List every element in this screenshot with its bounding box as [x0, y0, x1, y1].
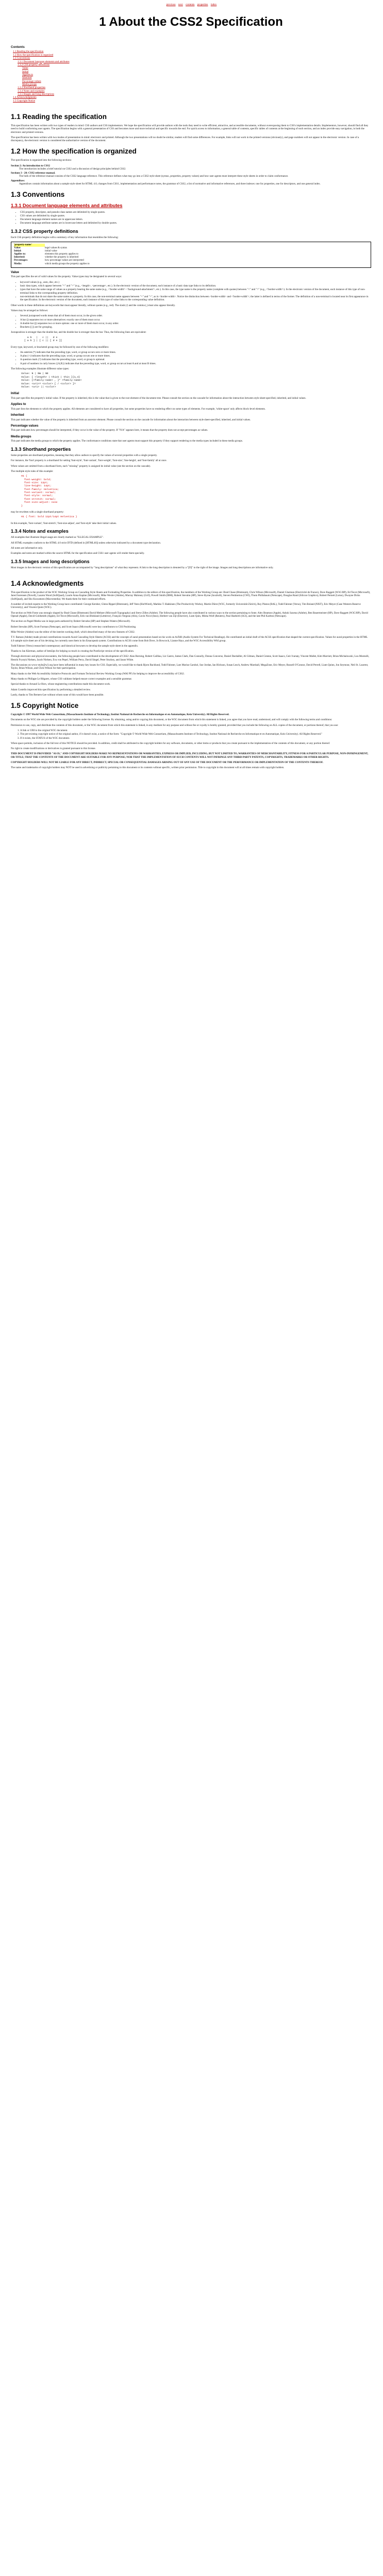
paragraph: Examples and notes are marked within the source HTML for the specification and CSS1 user agents will render them specially. [11, 552, 145, 555]
list-item: • non-terminals that do not share the same name as a property. In this case, the non-terminal name appears between "<" and ">", as in <border-width>. Notice the distinction between <border-width> and <'border-width'>; the latter is defined in terms of the former. The definition of a non-terminal is located near its first appearance in the specification. In the electronic version of the document, each instance of this type of value links to the corresponding value definition. [20, 295, 371, 302]
paragraph: T.V. Raman (Adobe) made pivotal contributions towards Aural Cascading Style Sheets (ACSS) and the concepts of aural presentation based on his work on AsTeR (Audio System For Technical Readings). He contributed an initial draft of the ACSS specification that shaped the current specification. Values for aural properties in the HTML 4.0 sample style sheet are of his devising; he currently uses them in his Emacspeak system. Contributions to ACSS come from Bob Dove, Jo Bowcock, Lianne Hays, and the W3C Accessibility WAI group. [11, 636, 368, 642]
section-description: The bulk of the reference manual consists of the CSS2 language reference. This reference defines what may go into a CSS2 style sheet (syntax, properties, property values) and how user agents must interpret these style sheets in order to claim conformance. [19, 175, 289, 178]
paragraph: Lastly, thanks to Tim Berners-Lee without whom none of this would have been possible. [11, 693, 104, 697]
paragraph: This part lists the elements to which the property applies. All elements are considered to have all properties, but some properties have no rendering effect on some types of elements. For example, 'white-space' only affects block-level elements. [11, 407, 266, 411]
section-1-3-1-link[interactable]: 1.3.1 Document language elements and attributes [11, 203, 123, 209]
property-definition-value: how percentage values are interpreted [45, 259, 84, 262]
section-1-3-4-heading: 1.3.4 Notes and examples [11, 528, 69, 534]
value-heading: Value [11, 270, 19, 274]
paragraph: Todd Fahrner (Verso) researched contemporary and historical browsers to develop the sample style sheet in the appendix. [11, 644, 139, 648]
paragraph: Juxtaposition is stronger than the double bar, and the double bar is stronger than the bar. Thus, the following lines are equivalent: [11, 331, 146, 334]
conventions-list [11, 211, 371, 225]
liability: COPYRIGHT HOLDERS WILL NOT BE LIABLE FOR ANY DIRECT, INDIRECT, SPECIAL OR CONSEQUENTIAL DAMAGES ARISING OUT OF ANY USE OF THE DOCUMENT OR THE PERFORMANCE OR IMPLEMENTATION OF THE CONTENTS THEREOF. [11, 761, 324, 765]
paragraph: This part indicates whether the value of the property is inherited from an ancestor element. Please consult the section on the cascade for information about the interaction between style sheet-specified, inherited, and initial values. [11, 418, 251, 421]
toc-link[interactable]: 1.3.5 Images and long descriptions [18, 93, 55, 96]
list-item: • A double bar (||) separates two or more options: one or more of them must occur, in any order. [20, 322, 371, 325]
paragraph: All HTML examples conform to the HTML 4.0 strict DTD (defined in [HTML40]) unless otherwise indicated by a document type declaration. [11, 541, 161, 545]
toc-link[interactable]: 1.2 How the specification is organized [13, 53, 54, 57]
paragraph: The section on Paged Media was in large parts authored by Robert Stevahn (HP) and Stephen Waters (Microsoft). [11, 620, 130, 623]
paragraph: The section on Web Fonts was strongly shaped by Brad Chase (Bitstream) David Meltzer (Microsoft Typography) and Steve Zilles (Adobe). The following people have also contributed in various ways to the section pertaining to fonts: Alex Beamon (Apple), Ashok Saxena (Adobe), Ben Bauermeister (HP), Dave Raggett (W3C/HP), David Opstad (Apple), David Goldsmith (Apple), Ed Tecot (Microsoft), Erik van Blokland (Letterror), François Yergeau (Alis), Gavin Nicol (Inso), Herbert van Zijl (Elsevier), Liam Quin, Misha Wolf (Reuters), Paul Haeberli (SGI), and the late Phil Karlton (Netscape). [11, 611, 368, 618]
paragraph: This specification has been written with two types of readers in mind: CSS authors and CSS implementors. We hope the specification will provide authors with the tools they need to write efficient, attractive, and accessible documents, without overexposing them to CSS's implementation details. Implementors, however, should find all they need to build conforming user agents. The specification begins with a general presentation of CSS and becomes more and more technical and specific towards the end. For quick access to information, a general table of contents, specific tables of contents at the beginning of each section, and an index provide easy navigation, in both the electronic and printed versions. [11, 124, 369, 134]
code-block: Value: N | NW | NE Value: [ <length> | thick | thin ]{1,4} Value: [<family-name> , ]* <family-name> Value: <uri>? <color> [ / <color> ]? Value: <uri> || <color> [21, 372, 82, 388]
property-definition-key: 'property-name' [14, 244, 45, 247]
value-arrangement-list [11, 314, 371, 329]
paragraph: This part specifies the property's initial value. If the property is inherited, this is the value that is given to the root element of the document tree. Please consult the section on the cascade for information about the interaction between style sheet-specified, inherited, and initial values. [11, 396, 306, 400]
content [0, 14, 383, 770]
toc-heading: Contents [11, 45, 25, 49]
list-item: 3. If it exists, the STATUS of the W3C document. [20, 737, 371, 740]
property-definition-value: legal values & syntax [45, 246, 68, 249]
disclaimer: THIS DOCUMENT IS PROVIDED "AS IS," AND COPYRIGHT HOLDERS MAKE NO REPRESENTATIONS OR WARRANTIES, EXPRESS OR IMPLIED, INCLUDING, BUT NOT LIMITED TO, WARRANTIES OF MERCHANTABILITY, FITNESS FOR A PARTICULAR PURPOSE, NON-INFRINGEMENT, OR TITLE; THAT THE CONTENTS OF THE DOCUMENT ARE SUITABLE FOR ANY PURPOSE; NOR THAT THE IMPLEMENTATION OF SUCH CONTENTS WILL NOT INFRINGE ANY THIRD PARTY PATENTS, COPYRIGHTS, TRADEMARKS OR OTHER RIGHTS. [11, 752, 369, 759]
list-item: • A plus (+) indicates that the preceding type, word, or group occurs one or more times. [20, 354, 371, 358]
modifier-list [11, 351, 371, 365]
paragraph: This part indicates the media groups to which the property applies. The conformance conditions state that user agents must support this property if they support rendering to the media types included in these media groups. [11, 439, 243, 443]
list-item: • Document language element names are in uppercase letters. [20, 218, 371, 221]
section-1-3-3-heading: 1.3.3 Shorthand properties [11, 446, 71, 452]
paragraph: Many thanks to the Web Accessibility Initiative Protocols and Formats Technical Review Working Group (WAI PF) for helping to improve the accessibility of CSS2. [11, 672, 185, 675]
nav-contents-link[interactable]: contents [186, 3, 195, 6]
paragraph: Every type, keyword, or bracketed group may be followed by one of the following modifiers: [11, 345, 109, 349]
acknowledgments [11, 591, 371, 697]
copyright-conditions-list [11, 729, 371, 740]
property-definition-value: initial value [45, 249, 57, 252]
list-item: • CSS property, descriptor, and pseudo-class names are delimited by single quotes. [20, 211, 371, 214]
list-item: • A question mark (?) indicates that the preceding type, word, or group is optional. [20, 358, 371, 361]
code-block: a b | c || d e [ a b ] | [ c || [ d e ]] [24, 336, 62, 343]
property-definition-key: Inherited: [14, 256, 25, 259]
media-groups-heading: Media groups [11, 434, 31, 438]
list-item: • basic data types, which appear between "<" and ">" (e.g., <length>, <percentage>, etc.). In the electronic version of the document, each instance of a basic data type links to its definition. [20, 284, 371, 287]
section-1-3-5-heading: 1.3.5 Images and long descriptions [11, 558, 90, 564]
section-term: Appendixes: [11, 179, 25, 182]
paragraph: Robert Stevahn (HP), Scott Furman (Netscape), and Scott Isaacs (Microsoft) were key contributors to CSS Positioning. [11, 625, 137, 629]
paragraph: Some properties are shorthand properties, meaning that they allow authors to specify the values of several properties with a single property. [11, 453, 158, 457]
list-item: • Several juxtaposed words mean that all of them must occur, in the given order. [20, 314, 371, 317]
toc-link[interactable]: 1.1 Reading the specification [13, 50, 44, 54]
toc-link[interactable]: 1.5 Copyright Notice [13, 99, 36, 103]
paragraph: The specification is organized into the following sections: [11, 159, 72, 162]
value-type-list [11, 281, 371, 302]
section-1-3-1-heading [11, 203, 371, 209]
toc-link[interactable]: Inherited [22, 76, 32, 80]
copyright-line: Copyright © 1997 World Wide Web Consortium, (Massachusetts Institute of Technology, Institut National de Recherche en Informatique et en Automatique, Keio University). All Rights Reserved. [11, 713, 229, 716]
list-item: • An asterisk (*) indicates that the preceding type, word, or group occurs zero or more times. [20, 351, 371, 354]
sections-list [11, 164, 371, 186]
paragraph: Thanks to Jan Kärrman, author of html2ps for helping so much in creating the PostScript version of the specification. [11, 650, 135, 653]
list-item: 1. A link or URI to the original W3C document. [20, 729, 371, 732]
nav-previous-link[interactable]: previous [166, 3, 176, 6]
paragraph: No right to create modifications or derivatives is granted pursuant to this license. [11, 747, 96, 751]
paragraph: Adam Costello improved this specification by performing a detailed review. [11, 688, 91, 691]
property-definition-key: Media: [14, 262, 22, 265]
code-block: H1 { font: bold 12pt/14pt Helvetica } [21, 516, 77, 519]
list-item: • Document language attribute names are in lowercase letters and delimited by double quotes. [20, 222, 371, 225]
list-item: 2. The pre-existing copyright notice of the original author, if it doesn't exist, a notice of the form: "Copyright © World Wide Web Consortium, (Massachusetts Institute of Technology, Institut National de Recherche en Informatique et en Automatique, Keio University). All Rights Reserved." [20, 733, 371, 736]
paragraph: Other words in these definitions are keywords that must appear literally, without quotes (e.g., red). The slash (/) and the comma (,) must also appear literally. [11, 303, 176, 307]
initial-heading: Initial [11, 392, 19, 396]
section-description: The introduction includes a brief tutorial on CSS2 and a discussion of design principles behind CSS2. [19, 167, 126, 171]
toc-link[interactable]: Media groups [22, 83, 37, 87]
paragraph: All examples that illustrate illegal usage are clearly marked as "ILLEGAL EXAMPLE". [11, 536, 104, 539]
code-block: H1 { font-weight: bold; font-size: 12pt; line-height: 14pt; font-family: Helvetica; font-variant: normal; font-style: normal; font-stretch: normal; font-size-adjust: none } [21, 475, 59, 507]
paragraph: Special thanks to Arnaud Le Hors, whose engineering contributions made this document work. [11, 683, 111, 686]
property-definition-key: Initial: [14, 249, 22, 252]
paragraph: The specification has been written with two modes of presentation in mind: electronic and printed. Although the two presentations will no doubt be similar, readers will find some differences. For example, links will not work in the printed versions (obviously), and page numbers will not appear in the electronic version. In case of a discrepancy, the electronic version is considered the authoritative version of the document. [11, 135, 359, 143]
property-definition-value: which media groups the property applies to [45, 262, 90, 265]
paragraph: Permission to use, copy, and distribute the contents of this document, or the W3C document from which this statement is linked, in any medium for any purpose and without fee or royalty is hereby granted, provided that you include the following on ALL copies of the document, or portions thereof, that you use: [11, 723, 339, 727]
nav-next-link[interactable]: next [178, 3, 183, 6]
section-1-3-heading: 1.3 Conventions [11, 191, 65, 199]
section-1-2-heading: 1.2 How the specification is organized [11, 147, 137, 156]
paragraph: The name and trademarks of copyright holders may NOT be used in advertising or publicity pertaining to this document or its contents without specific, written prior permission. Title to copyright in this document will at all times remain with copyright holders. [11, 766, 285, 770]
toc-link[interactable]: 1.3.3 Shorthand properties [18, 86, 46, 90]
paragraph: Mike Wexler (Adobe) was the editor of the interim working draft, which described many of the new features of CSS2. [11, 630, 135, 634]
paragraph: A number of invited experts to the Working Group have contributed: George Kersher, Glenn Rippel (Bitstream), Jeff Veen (HotWired), Markku T. Hakkinen (The Productivity Works), Martin Dürst (W3C, formerly Universität Zürich), Roy Platon (RAL), Todd Fahrner (Verso), Tim Boland (NIST), Eric Meyer (Case Western Reserve University), and Vincent Quint (W3C). [11, 603, 361, 609]
paragraph: This specification is the product of the W3C Working Group on Cascading Style Sheets and Formatting Properties. In addition to the editors of this specification, the members of the Working Group are: Brad Chase (Bitstream), Chris Wilson (Microsoft), Daniel Glazman (Electricité de France), Dave Raggett (W3C/HP), Ed Tecot (Microsoft), Jared Sorensen (Novell), Lauren Wood (SoftQuad), Laurie Anna Kaplan (Microsoft), Mike Wexler (Adobe), Murray Maloney (Grif), Powell Smith (IBM), Robert Stevahn (HP), Steve Byrne (JavaSoft), Steven Pemberton (CWI), Thom Phillabaum (Netscape), Douglas Rand (Silicon Graphics), Robert Pernett (Lotus), Dwayne Dicks (SoftQuad), and Sho Kuwamoto (Macromedia). We thank them for their continued efforts. [11, 591, 371, 601]
toc-link[interactable]: Value [22, 66, 28, 70]
paragraph: Values may be arranged as follows: [11, 309, 48, 312]
property-definition-box [11, 242, 371, 268]
paragraph: In this example, 'font-variant', 'font-stretch', 'font-size-adjust', and 'font-style' take their initial values. [11, 521, 117, 525]
section-1-1-heading: 1.1 Reading the specification [11, 113, 107, 121]
paragraph: may be rewritten with a single shorthand property: [11, 510, 64, 514]
property-definition-row [14, 263, 368, 266]
section-1-5-heading: 1.5 Copyright Notice [11, 702, 79, 710]
table-of-contents [13, 50, 371, 103]
page-title: 1 About the CSS2 Specification [99, 15, 283, 29]
toc-link[interactable]: 1.3.1 Document language elements and attributes [18, 60, 70, 63]
property-definition-key: Applies to: [14, 253, 26, 256]
section-1-4-heading: 1.4 Acknowledgments [11, 580, 84, 588]
percentage-heading: Percentage values [11, 423, 39, 428]
list-item: • Brackets ([ ]) are for grouping. [20, 326, 371, 329]
paragraph: Many thanks to Philippe Le Hégaret, whose CSS validator helped ensure correct examples and a sensible grammar. [11, 677, 132, 681]
paragraph: The following examples illustrate different value types: [11, 367, 70, 371]
section-term: Section 2: An introduction to CSS2 [11, 164, 50, 167]
inherited-heading: Inherited [11, 413, 24, 417]
paragraph: This part indicates how percentages should be interpreted, if they occur in the value of the property. If "N/A" appears here, it means that the property does not accept percentages as values. [11, 429, 208, 432]
paragraph: Documents on the W3C site are provided by the copyright holders under the following license. By obtaining, using and/or copying this document, or the W3C document from which this statement is linked, you agree that you have read, understood, and will comply with the following terms and conditions: [11, 718, 332, 722]
top-nav [0, 0, 383, 8]
paragraph: The multiple style rules of this example: [11, 469, 54, 473]
paragraph: This part specifies the set of valid values for the property. Value types may be designated in several ways: [11, 275, 122, 279]
property-definition-key: Percentages: [14, 259, 28, 262]
property-definition-value: whether the property is inherited [45, 256, 79, 259]
applies-to-heading: Applies to [11, 402, 26, 406]
toc-link[interactable]: 1.3.2 CSS property definitions [18, 63, 50, 66]
toc-link[interactable]: Applies to [22, 73, 34, 76]
toc-link[interactable]: Percentage values [22, 79, 41, 83]
paragraph: Most images in the electronic version of this specification are accompanied by "long descriptions" of what they represent. A link to the long description is denoted by a "[D]" to the right of the image. Images and long descriptions are informative only. [11, 566, 274, 570]
nav-index-link[interactable]: index [210, 3, 217, 6]
list-item: • types that have the same range of values as a property bearing the same name (e.g., <'border-width'> <'background-attachment'>, etc.). In this case, the type name is the property name (complete with quotes) between "<" and ">" (e.g., <'border-width'>). In the electronic version of the document, each instance of this type of non-terminal links to the corresponding property definition. [20, 288, 371, 295]
section-term: Sections 3 - 20: CSS2 reference manual. [11, 172, 56, 175]
toc-link[interactable]: 1.3.4 Notes and examples [18, 89, 45, 93]
paragraph: For instance, the 'font' property is a shorthand for setting 'font-style', 'font-variant', 'font-weight', 'font-size', 'line-height', and 'font-family' all at once. [11, 459, 167, 463]
paragraph: When space permits, inclusion of the full text of this NOTICE should be provided. In addition, credit shall be attributed to the copyright holders for any software, documents, or other items or products that you create pursuant to the implementation of the contents of this document, or any portion thereof. [11, 741, 330, 745]
toc-link[interactable]: Initial [22, 70, 29, 73]
list-item: • CSS values are delimited by single quotes. [20, 214, 371, 217]
paragraph: Each CSS property definition begins with a summary of key information that resembles the following: [11, 236, 119, 240]
property-definition-key: Value: [14, 246, 21, 249]
toc-link[interactable]: 1.4 Acknowledgments [13, 96, 37, 99]
list-item: • keyword values (e.g., auto, disc, etc.) [20, 281, 371, 284]
paragraph: When values are omitted from a shorthand form, each "missing" property is assigned its initial value (see the section on the cascade). [11, 464, 151, 468]
section-1-3-2-heading: 1.3.2 CSS property definitions [11, 228, 78, 234]
toc-link[interactable]: 1.3 Conventions [13, 57, 30, 60]
nav-properties-link[interactable]: properties [197, 3, 208, 6]
paragraph: All notes are informative only. [11, 546, 43, 550]
paragraph: The discussions on www-style@w3.org have been influential in many key issues for CSS. Especially, we would like to thank Bjorn Backlund, Todd Fahrner, Lars Marius Garshol, Sue Jordan, Ian Hickson, Susan Lesch, Andrew Marshall, MegaZone, Eric Meyer, Russell O'Connor, David Perrell, Liam Quinn, Jon Seymour, Neil St. Laurent, Taylor, Brian Wilson, and Chris Wilson for their participation. [11, 664, 369, 670]
list-item: • A bar (|) separates two or more alternatives: exactly one of them must occur. [20, 318, 371, 321]
list-item: • A pair of numbers in curly braces ({A,B}) indicates that the preceding type, word, or group occurs at least A and at most B times. [20, 362, 371, 365]
section-description: Appendixes contain information about a sample style sheet for HTML 4.0, changes from CSS1, implementation and performance notes, the grammar of CSS2, a list of normative and informative references, and three indexes: one for properties, one for descriptors, and one general index. [19, 182, 321, 186]
property-definition-value: elements this property applies to [45, 253, 78, 256]
paragraph: Through electronic and physical encounters, the following people have contributed to the development of CSS2: Alan Borning, Robert Cailliau, Liz Castro, James Clark, Dan Connolly, Donna Converse, Daniel Dardailler, Al Gilman, Daniel Greene, Scott Isaacs, Geir Ivarsøy, Vincent Mallet, Kim Marriott, Brian Michalowski, Lou Montulli, Henrik Frystyk Nielsen, Jacob Nielsen, Eva von Pepel, William Perry, David Siegel, Peter Stuckey, and Jason White. [11, 655, 370, 662]
